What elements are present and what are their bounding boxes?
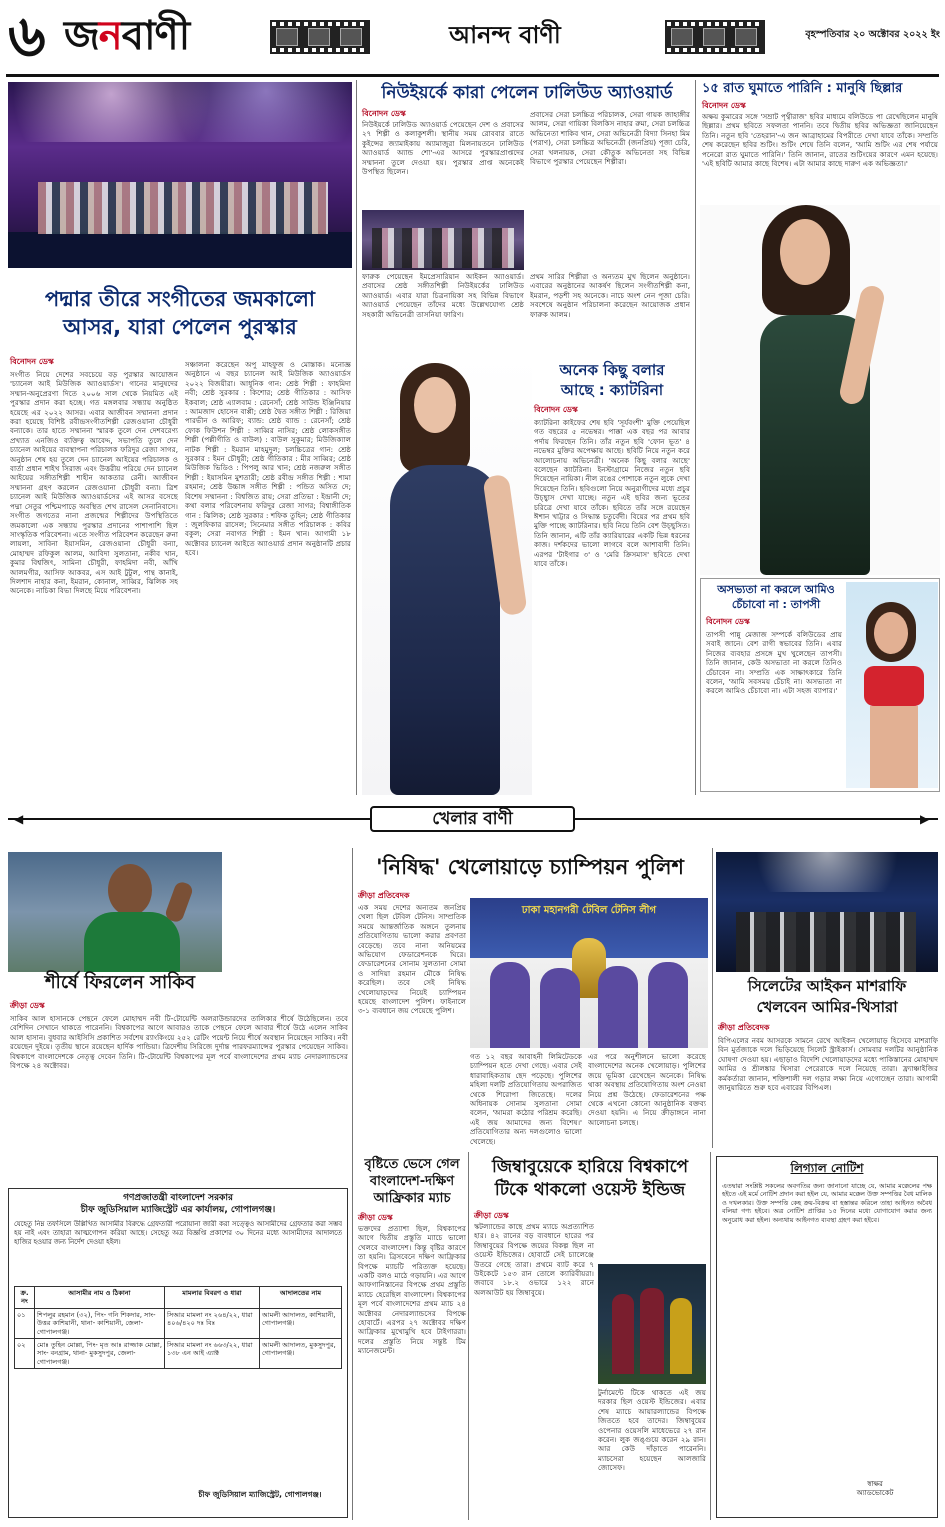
music-col2: সঞ্চালনা করেছেন অপু মাহফুজ ও মোস্তাক। মনোজ্ঞ অনুষ্ঠানে এ বছর চ্যানেল আই মিউজিক অ্যাওয়ার্ডস ২০২২ বিজয়ীরা। আধুনিক গান: শ্রেষ্ঠ শিল্পী : ফাহমিদা নবী; শ্রেষ্ঠ সুরকার : কিশোর; শ্রেষ্ঠ গীতিকার : আসিফ ইকবাল; শ্রেষ্ঠ এ্যালবাম : রেনেসাঁ; শ্রেষ্ঠ সাউন্ড ইঞ্জিনিয়ার : আমজাদ হোসেন বাপ্পী; শ্রেষ্ঠ দ্বৈত সঙ্গীত শিল্পী : রিজিয়া পারভীন ও আরিফ; ব্যান্ড: শ্রেষ্ঠ ব্যান্ড : রেনেসাঁ; শ্রেষ্ঠ ফোক ফিউশন শিল্পী : সাব্বির নাসির; শ্রেষ্ঠ লোকসঙ্গীত শিল্পী (পল্লীগীতি ও বাউল) : বাউল সুকুমার; মিউজিক্যাল নাটক শিল্পী : ইমরান মাহমুদুল; চলচ্চিত্রের গান: শ্রেষ্ঠ সুরকার : ইমন চৌধুরী; শ্রেষ্ঠ গীতিকার : মীর সাব্বির; শ্রেষ্ঠ মিউজিক ভিডিও : পিপলু আর খান; শ্রেষ্ঠ নজরুল সঙ্গীত শিল্পী : ইয়াসমিন মুশতারী; শ্রেষ্ঠ রবীন্দ্র সঙ্গীত শিল্পী : শামা রহমান; শ্রেষ্ঠ উচ্চাঙ্গ সঙ্গীত শিল্পী : পন্ডিত অসিত দে; বিশেষ সম্মাননা : বিশ্বজিত রায়; সেরা প্রতিভা : ইন্দ্রানী দে; কথা বলার পরিবেশনায় ফরিদুর রেজা সাগর; বিশ্বাঙ্গীতিক গান : ঝিলিক; শ্রেষ্ঠ সুরকার : শফিক তুহিন; শ্রেষ্ঠ গীতিকার : জুলফিকার রাসেল; সিনেমার সঙ্গীত পরিচালক : কবির বকুল; সেরা নবাগত শিল্পী : ইমন খান। আগামী ১৮ অক্টোবর চ্যানেল আইতে অ্যাওয়ার্ড প্রদান অনুষ্ঠানটি প্রচার হবে। <box>185 360 351 558</box>
sports-arrow-right: ▶ <box>920 812 930 826</box>
col-divider <box>695 80 696 795</box>
police-byline: ক্রীড়া প্রতিবেদক <box>358 891 410 900</box>
manushi-face <box>780 219 830 285</box>
table-header: মামলার বিবরণ ও ধারা <box>165 1287 260 1309</box>
logo-part-1: জ <box>64 13 99 59</box>
taapsee-headline-line1: অসভ্যতা না করলে আমিও <box>717 583 835 596</box>
table-cell: মোঃ তুহিন মোল্লা, পিং- মৃত আঃ রাজ্জাক মোল্লা, সাং- বনগ্রাম, থানা- মুকসুদপুর, জেলা- গোপালগঞ্জ। <box>35 1339 165 1369</box>
table-cell: ০২ <box>15 1339 35 1369</box>
rain-headline-line1: বৃষ্টিতে ভেসে গেল <box>364 1157 460 1172</box>
table-cell: শিপলুর রহমান (৩২), পিং- গনি শিকদার, সাং- উত্তর কাশিয়ানী, থানা- কাশিয়ানী, জেলা- গোপালগঞ্জ। <box>35 1308 165 1338</box>
dhallywood-col2: প্রবাসের সেরা চলচ্চিত্র পরিচালক, সেরা গায়ক জাহাঙ্গীর আলম, সেরা গায়িকা বিলকিস নাহার রুমা, সেরা চলচ্চিত্র অভিনেতা শাকিব খান, সেরা অভিনেত্রী বিদ্যা সিনহা মিম (পরাণ), সেরা চলচ্চিত্র অভিনেত্রী (জনপ্রিয়) পূজা চেরি, সেরা খলনায়ক, সেরা কৌতুক অভিনেতা সহ বিভিন্ন বিভাগে পুরস্কার পেয়েছেন শিল্পীরা। <box>530 110 690 167</box>
table-cell: আমলী আদালত, মুকসুদপুর, গোপালগঞ্জ। <box>260 1339 342 1369</box>
shakib-photo <box>8 852 222 972</box>
page-number: ৬ <box>8 2 46 70</box>
manushi-photo <box>700 205 940 575</box>
dhallywood-col4: ফারুক পেয়েছেন ইমপ্রেসারিয়ান আইকন অ্যাওয়ার্ড। প্রবাসের শ্রেষ্ঠ সঙ্গীতশিল্পী নিউইয়র্কের ঢালিউড অ্যাওয়ার্ড। এবার যারা চিত্রনায়িকা সহ বিভিন্ন বিভাগে অ্যাওয়ার্ড পেয়েছেন তাঁদের মধ্যে উল্লেখযোগ্য শ্রেষ্ঠ সহকারী অভিনেত্রী তাসনিয়া ফারিণ। <box>362 272 524 319</box>
dhallywood-photo <box>362 210 524 270</box>
date-line: বৃহস্পতিবার ২০ অক্টোবর ২০২২ ইং <box>805 29 940 40</box>
police-col1: এক সময় দেশের অন্যতম জনপ্রিয় খেলা ছিল টেবিল টেনিস। সাম্প্রতিক সময়ে আন্তর্জাতিক অঙ্গনে তুলনায় প্রতিযোগিতায় ভালো করার প্রবণতা বেড়েছে। তবে নানা অনিয়মের অভিযোগ ফেডারেশনকে ঘিরে। ফেডারেশনের সোনাম সুলতানা সোমা ও সাদিয়া রহমান মৌকে নিষিদ্ধ করেছিল। তবে সেই নিষিদ্ধ খেলোয়াড়দের নিয়েই চ্যাম্পিয়ন হয়েছে বাংলাদেশ পুলিশ। ফাইনালে ৩-১ ব্যবধানে জয় পেয়েছে পুলিশ। <box>358 903 466 1016</box>
katrina-photo <box>362 355 532 795</box>
dhallywood-col5: প্রথম সারির শিল্পীরা ও অন্যতম মুখ ছিলেন অনুষ্ঠানে। এবারের অনুষ্ঠানের আকর্ষণ ছিলেন সংগীতশিল্পী কনা, ইমরান, পড়শী সহ অনেকে। নাচে অংশ নেন পূজা চেরি। সবশেষে অনুষ্ঠান পরিচালনা করেছেন আয়োজক প্রধান ফারুক আলম। <box>530 272 690 319</box>
film-strip-left <box>270 20 370 54</box>
col-divider <box>712 848 713 1148</box>
col-divider <box>710 1152 711 1520</box>
sports-arrow-left: ◀ <box>14 812 24 826</box>
logo-part-2: ন <box>98 13 122 59</box>
legal-notice-body: এতদ্বারা সংশ্লিষ্ট সকলের অবগতির জন্য জানানো যাচ্ছে যে, আমার মক্কেলের পক্ষ হইতে এই মর্মে নোটিশ প্রদান করা হইল যে, আমার মক্কেল উক্ত সম্পত্তির বৈধ মালিক ও দখলকার। উক্ত সম্পত্তি কেহ ক্রয়-বিক্রয় বা হস্তান্তর করিলে তাহা আইনত অবৈধ বলিয়া গণ্য হইবে। অত্র নোটিশ প্রাপ্তির ১৫ দিনের মধ্যে যোগাযোগ করার জন্য অনুরোধ করা হইল। অন্যথায় আইনগত ব্যবস্থা গ্রহণ করা হইবে। <box>722 1182 932 1224</box>
dhallywood-headline: নিউইয়র্কে কারা পেলেন ঢালিউড অ্যাওয়ার্ড <box>381 83 673 103</box>
table-cell: সিআর মামলা নং ২৬৪/২২, ধারা ৪০৬/৪২০ দঃ বিঃ <box>165 1308 260 1338</box>
rain-headline-line3: আফ্রিকার ম্যাচ <box>373 1191 451 1206</box>
zimbabwe-col1: স্কটল্যান্ডের কাছে প্রথম ম্যাচে অপ্রত্যাশিত হার। ৪২ রানের বড় ব্যবধানে হারের পর জিম্বাবুয়ের বিপক্ষে জয়ের বিকল্প ছিল না ওয়েস্ট ইন্ডিজের। হোবার্টে সেই চ্যালেঞ্জে উতরে গেছে তারা। প্রথমে ব্যাট করে ৭ উইকেটে ১৫৩ রান তোলে ক্যারিবীয়রা। জবাবে ১৮.২ ওভারে ১২২ রানে অলআউট হয় জিম্বাবুয়ে। <box>474 1222 594 1297</box>
court-notice-table <box>14 1286 342 1369</box>
legal-notice-sign: স্বাক্ষর অ্যাডভোকেট <box>856 1480 894 1497</box>
film-strip-right <box>665 20 765 54</box>
music-col1: সংগীত নিয়ে দেশের সবচেয়ে বড় পুরস্কার আয়োজন 'চ্যানেল আই মিউজিক অ্যাওয়ার্ডস'। গানের মানুষদের সম্মান-অনুপ্রেরণা দিতে ২০০৬ সাল থেকে নিয়মিত এই পুরস্কার প্রদান করা হচ্ছে। গত মঙ্গলবার সন্ধ্যায় অনুষ্ঠিত হয়েছে এর ২০২২ আসর। এবার আজীবন সম্মাননা প্রদান করা হয়েছে বিশিষ্ট রবীন্দ্রসংগীতশিল্পী রেজওয়ানা চৌধুরী বন্যাকে। তার হাতে সম্মাননা স্মারক তুলে দেন দেশবরেণ্য প্রখ্যাত এনজিও ব্যক্তিত্ব আবেদ্দ, সভাপতি তুলে দেন চ্যানেল আইয়ের ব্যবস্থাপনা পরিচালক ফরিদুর রেজা সাগর, অনুষ্ঠান শেষ হয় তুলে দেন চ্যানেল আইয়ের পরিচালক ও বার্তা প্রধান শাইখ সিরাজ এবং উত্তরীয় পরিয়ে দেন চ্যানেল আইয়ের সঙ্গীতশিল্পী শাহীন আকতার রেনী। আজীবন সম্মাননা গ্রহণ করলেন রেজওয়ানা চৌধুরী বন্যা। ত্রিশ চ্যানেল আই মিউজিক অ্যাওয়ার্ডসের এই আসর বসেছে পদ্মা সেতুর পশ্চিমপাড়ে অবস্থিত শেখ রাসেল সেনানিবাসে। সংগীত জগতের নানা প্রজন্মের শিল্পীদের উপস্থিতিতে জমকালো এক সন্ধ্যায় পুরস্কার প্রদানের পাশাপাশি ছিল সাংস্কৃতিক পরিবেশনা। এতে সংগীত পরিবেশন করেছেন রুনা লায়লা, সাবিনা ইয়াসমিন, রেজওয়ানা চৌধুরী বন্যা, মোহাম্মদ রফিকুল আলম, আবিদা সুলতানা, নকীব খান, কুমার বিশ্বজিৎ, সামিনা চৌধুরী, ফাহমিদা নবী, আঁখি আলমগীর, আসিফ আকবর, এস আই টুটুল, পান্থ কানাই, দিলশাদ নাহার কনা, ইমরান, কোনাল, সাব্বির, ঝিলিক সহ অনেকে। নাচিকা বিভা দিলছে মিয়ে পরিবেশনা। <box>10 370 178 596</box>
manushi-body: অক্ষয় কুমারের সঙ্গে 'সম্রাট পৃথ্বীরাজ' ছবির মাধ্যমে বলিউডে পা রেখেছিলেন মানুষি ছিল্লার। প্রথম ছবিতে সফলতা পাননি। তবে দ্বিতীয় ছবির অভিজ্ঞতা জানিয়েছেন তিনি। নতুন ছবি 'তেহরান'-এ জন আব্রাহামের বিপরীতে দেখা যাবে তাঁকে। সম্প্রতি শেষ করেছেন ছবির শুটিং। শুটিং শেষে তিনি বলেন, 'আমি শুটিং এর শেষ পর্যায়ে পনেরো রাত ঘুমাতে পারিনি।' তিনি জানান, রাতের শুটিংয়ের কারণে এমন হয়েছে। 'এই ছবিটি আমার কাছে বিশেষ। এটা আমার কাছে দারুণ এক অভিজ্ঞতা।' <box>702 112 938 169</box>
rain-body: ভক্তদের প্রত্যাশা ছিল, বিশ্বকাপের আগে দ্বিতীয় প্রস্তুতি ম্যাচে ভালো খেলবে বাংলাদেশ। কিন্তু বৃষ্টির কারণে তা হয়নি। ব্রিসবেনে দক্ষিণ আফ্রিকার বিপক্ষে ম্যাচটি পরিত্যক্ত হয়েছে। একটি বলও মাঠে গড়ায়নি। এর আগে আফগানিস্তানের বিপক্ষে প্রথম প্রস্তুতি ম্যাচে হেরেছিল বাংলাদেশ। বিশ্বকাপের মূল পর্বে বাংলাদেশের প্রথম ম্যাচ ২৪ অক্টোবর নেদারল্যান্ডসের বিপক্ষে হোবার্টে। এরপর ২৭ অক্টোবর দক্ষিণ আফ্রিকার মুখোমুখি হবে টাইগাররা। দলের প্রস্তুতি নিয়ে সন্তুষ্ট টিম ম্যানেজমেন্ট। <box>358 1224 466 1356</box>
court-notice-body: যেহেতু নিম্ন তফসিলে উল্লিখিত আসামীর বিরুদ্ধে গ্রেফতারী পরোয়ানা জারী করা সত্ত্বেও আসামীদের গ্রেফতার করা সম্ভব হয় নাই এবং তাহারা আত্মগোপন করিয়া আছে। সেহেতু অত্র বিজ্ঞপ্তি প্রকাশের ৩০ দিনের মধ্যে আসামীদের আদালতে হাজির হওয়ার জন্য নির্দেশ দেওয়া হইল। <box>14 1220 342 1246</box>
katrina-dress <box>390 465 500 795</box>
stage-floor <box>8 232 352 268</box>
sports-section-title: খেলার বাণী <box>370 806 575 832</box>
music-awards-photo <box>8 82 352 268</box>
zimbabwe-byline: ক্রীড়া ডেস্ক <box>474 1211 509 1220</box>
katrina-headline <box>532 360 692 400</box>
masthead-divider <box>6 74 939 77</box>
zimbabwe-photo <box>598 1264 706 1384</box>
sylhet-body: বিপিএলের নবম আসরকে সামনে রেখে আইকন খেলোয়াড় হিসেবে মাশরাফি বিন মুর্তজাকে দলে ভিড়িয়েছে সিলেট স্ট্রাইকার্স। সোমবার দলটির আনুষ্ঠানিক ঘোষণা দেওয়া হয়। এছাড়াও বিদেশি খেলোয়াড়দের মধ্যে পাকিস্তানের মোহাম্মদ আমির ও শ্রীলঙ্কার থিসারা পেরেরাকে দলে নিয়েছে তারা। ফ্র্যাঞ্চাইজির কর্মকর্তারা জানান, শক্তিশালী দল গড়ার লক্ষ্য নিয়ে এগোচ্ছেন তারা। আগামী জানুয়ারিতে শুরু হবে এবারের বিপিএল। <box>718 1036 938 1093</box>
manushi-byline: বিনোদন ডেস্ক <box>702 101 746 110</box>
logo-part-3: বাণী <box>121 13 190 59</box>
katrina-headline-line1: অনেক কিছু বলার <box>559 361 665 379</box>
zimbabwe-col3: টুর্নামেন্টে টিকে থাকতে এই জয় দরকার ছিল ওয়েস্ট ইন্ডিজের। এবার শেষ ম্যাচে আয়ারল্যান্ডের বিপক্ষে জিততে হবে তাদের। জিম্বাবুয়ের ওপেনার ওয়েসলি মাধেভেরে ২৭ রান করেন। লুক জঙ্গুয়ে করেন ২৯ রান। আর কেউ দাঁড়াতে পারেননি। ম্যাচসেরা হয়েছেন আলজারি জোসেফ। <box>598 1388 706 1473</box>
zimbabwe-headline-line2: টিকে থাকলো ওয়েস্ট ইন্ডিজ <box>494 1180 686 1200</box>
katrina-headline-line2: আছে : ক্যাটরিনা <box>560 381 664 399</box>
court-notice-header1: গণপ্রজাতন্ত্রী বাংলাদেশ সরকার <box>123 1193 233 1203</box>
taapsee-body: তাপসী পান্নু মেজাজ সম্পর্কে বলিউডের প্রায় সবাই জানে। বেশ রাগী স্বভাবের তিনি। এবার নিজের ব্যবহার প্রসঙ্গে মুখ খুলেছেন তাপসী। তিনি জানান, কেউ অসভ্যতা না করলে তিনিও চেঁচাবেন না। সম্প্রতি এক সাক্ষাৎকারে তিনি বলেন, 'আমি সবসময় চেঁচাই না। অসভ্যতা না করলে আমিও চেঁচাবো না। এটা সহজ ব্যাপার।' <box>706 630 842 696</box>
sylhet-photo <box>716 852 938 972</box>
taapsee-headline <box>706 582 846 612</box>
dhallywood-col1: নিউইয়র্কে ঢালিউড অ্যাওয়ার্ড পেয়েছেন দেশ ও প্রবাসের ২৭ শিল্পী ও কলাকুশলী। স্থানীয় সময় রোববার রাতে কুইন্সের জ্যামাইকায় অ্যামাজুরা মিলনায়তনে ঢালিউড অ্যাওয়ার্ড অ্যান্ড শো'-এর আসরে পুরস্কারপ্রাপ্তদের সম্মাননা তুলে দেওয়া হয়। পুরস্কার প্রাপ্ত অনেকেই উপস্থিত ছিলেন। <box>362 120 524 177</box>
rain-headline-line2: বাংলাদেশ-দক্ষিণ <box>369 1174 455 1189</box>
taapsee-byline: বিনোদন ডেস্ক <box>706 617 750 626</box>
police-headline: 'নিষিদ্ধ' খেলোয়াড়ে চ্যাম্পিয়ন পুলিশ <box>376 855 684 879</box>
court-notice-sign: চীফ জুডিসিয়াল ম্যাজিস্ট্রেট, গোপালগঞ্জ। <box>198 1490 322 1499</box>
section-title: আনন্দ বাণী <box>449 20 561 49</box>
zimbabwe-headline-line1: জিম্বাবুয়েকে হারিয়ে বিশ্বকাপে <box>491 1157 689 1177</box>
rain-headline <box>358 1156 466 1207</box>
col-divider <box>468 1152 469 1520</box>
table-header: আসামীর নাম ও ঠিকানা <box>35 1287 165 1309</box>
col-divider <box>352 848 353 1520</box>
music-headline <box>10 285 350 341</box>
sylhet-byline: ক্রীড়া প্রতিবেদক <box>718 1023 770 1032</box>
table-header-row <box>15 1287 342 1309</box>
taapsee-photo <box>846 582 938 788</box>
music-headline-line2: আসর, যারা পেলেন পুরস্কার <box>63 315 297 339</box>
dhallywood-byline: বিনোদন ডেস্ক <box>362 109 406 118</box>
table-row <box>15 1308 342 1338</box>
table-cell: ০১ <box>15 1308 35 1338</box>
table-row <box>15 1339 342 1369</box>
col-divider <box>356 80 357 795</box>
music-byline: বিনোদন ডেস্ক <box>10 357 54 366</box>
rain-byline: ক্রীড়া ডেস্ক <box>358 1213 393 1222</box>
katrina-face <box>414 377 456 433</box>
taapsee-headline-line2: চেঁচাবো না : তাপসী <box>731 598 821 611</box>
katrina-byline: বিনোদন ডেস্ক <box>534 405 578 414</box>
shakib-body: সাকিব আল হাসানকে পেছনে ফেলে মোহাম্মদ নবী টি-টোয়েন্টি অলরাউন্ডারদের তালিকার শীর্ষে উঠেছিলেন। তবে বেশিদিন সেখানে থাকতে পারেননি। বিশ্বকাপের আগে আবারও তাকে পেছনে ফেলে আবার শীর্ষে উঠে এলেন সাকিব আল হাসান। বুধবার আইসিসি প্রকাশিত সর্বশেষ র‍্যাংকিংয়ে ২৫২ রেটিং পয়েন্ট নিয়ে শীর্ষে অবস্থান নিয়েছেন সাকিব। নবী রয়েছেন দুইয়ে। তৃতীয় স্থানে রয়েছেন হার্দিক পান্ডিয়া। ত্রিদেশীয় সিরিজে দুর্দান্ত পারফরম্যান্সের পুরস্কার পেয়েছেন সাকিব। বিশ্বকাপে বাংলাদেশকে নেতৃত্ব দেবেন তিনি। টি-টোয়েন্টি বিশ্বকাপের মূল পর্বে বাংলাদেশের প্রথম ম্যাচ নেদারল্যান্ডসের বিপক্ষে ২৪ অক্টোবর। <box>10 1014 348 1071</box>
court-notice-header2: চীফ জুডিসিয়াল ম্যাজিস্ট্রেট এর কার্যালয়, গোপালগঞ্জ। <box>80 1205 276 1215</box>
masthead <box>0 0 945 78</box>
manushi-headline: ১৫ রাত ঘুমাতে পারিনি : মানুষি ছিল্লার <box>702 81 903 96</box>
sylhet-headline-line2: খেলবেন আমির-থিসারা <box>756 998 898 1016</box>
table-header: আদালতের নাম <box>260 1287 342 1309</box>
shakib-headline: শীর্ষে ফিরলেন সাকিব <box>45 972 195 993</box>
masthead-logo <box>64 12 189 60</box>
shakib-byline: ক্রীড়া ডেস্ক <box>10 1001 45 1010</box>
table-cell: সিআর মামলা নং ৬৬৩/২২, ধারা ১৩৮ এন আই এ্যাক্ট <box>165 1339 260 1369</box>
police-col3: এর পরে অনুশীলনে ভালো করেছে বাংলাদেশের অনেক খেলোয়াড়। পুলিশের জয়ে ভূমিকা রেখেছেন অনেকে। নিষিদ্ধ থাকা অবস্থায় প্রতিযোগিতায় অংশ নেওয়া নিয়ে প্রশ্ন উঠেছে। ফেডারেশনের পক্ষ থেকে এখনো কোনো আনুষ্ঠানিক বক্তব্য দেওয়া হয়নি। এ নিয়ে ক্রীড়াঙ্গনে নানা আলোচনা চলছে। <box>588 1052 706 1127</box>
sylhet-headline-line1: সিলেটের আইকন মাশরাফি <box>747 977 907 995</box>
katrina-body: ক্যাটরিনা কাইফের শেষ ছবি 'সূর্যবংশী' মুক্তি পেয়েছিল গত বছরের ৫ নভেম্বর। পাক্কা এক বছর পর আবার পর্দায় ফিরছেন তিনি। তাঁর নতুন ছবি 'ফোন ভূত' ৪ নভেম্বর মুক্তির অপেক্ষায় আছে। ছবিটি নিয়ে নতুন করে আলোচনায় অভিনেত্রী। 'অনেক কিছু বলার আছে' বলেছেন ক্যাটরিনা। ইনস্টাগ্রামে নিজের নতুন ছবি দিয়েছেন নায়িকা। নীল রঙের পোশাকে নতুন লুকে দেখা দিয়েছেন তিনি। ছবিগুলো নিয়ে অনুরাগীদের মধ্যে প্রচুর উচ্ছ্বাস দেখা যাচ্ছে। নতুন এই ছবির জন্য ভূতের চরিত্রে দেখা যাবে তাঁকে। ছবিতে তাঁর সঙ্গে রয়েছেন ঈশান খাট্টার ও সিদ্ধান্ত চতুর্বেদী। বিয়ের পর প্রথম ছবি মুক্তি পাচ্ছে ক্যাটরিনার। ছবি নিয়ে তিনি বেশ উচ্ছ্বসিত। তিনি জানান, এটি তাঁর ক্যারিয়ারের একটি ভিন্ন ধরনের কাজ। দর্শকদের ভালো লাগবে বলে আশাবাদী তিনি। এরপর 'টাইগার ৩' ও 'মেরি ক্রিসমাস' ছবিতে দেখা যাবে তাঁকে। <box>534 418 690 569</box>
legal-notice-title: লিগ্যাল নোটিশ <box>790 1161 864 1175</box>
table-header: ক্র. নং <box>15 1287 35 1309</box>
police-col2: গত ১২ বছর আবাহনী লিমিটেডকে চ্যাম্পিয়ন হতে দেখা গেছে। এবার সেই ধারাবাহিকতায় ছেদ পড়েছে। পুলিশের মহিলা দলটি প্রতিযোগিতায় অপরাজিত থেকে শিরোপা জিতেছে। দলের অধিনায়ক সোনাম সুলতানা সোমা বলেন, 'আমরা কঠোর পরিশ্রম করেছি। এই জয় আমাদের জন্য বিশেষ।' প্রতিযোগিতার অন্য দলগুলোও ভালো খেলেছে। <box>470 1052 582 1146</box>
stage-lights <box>8 82 352 142</box>
police-banner-text: ঢাকা মহানগরী টেবিল টেনিস লীগ <box>521 905 657 916</box>
music-headline-line1: পদ্মার তীরে সংগীতের জমকালো <box>44 287 316 311</box>
police-photo <box>470 898 708 1048</box>
sylhet-headline <box>716 976 938 1018</box>
table-cell: আমলী আদালত, কাশিয়ানী, গোপালগঞ্জ। <box>260 1308 342 1338</box>
